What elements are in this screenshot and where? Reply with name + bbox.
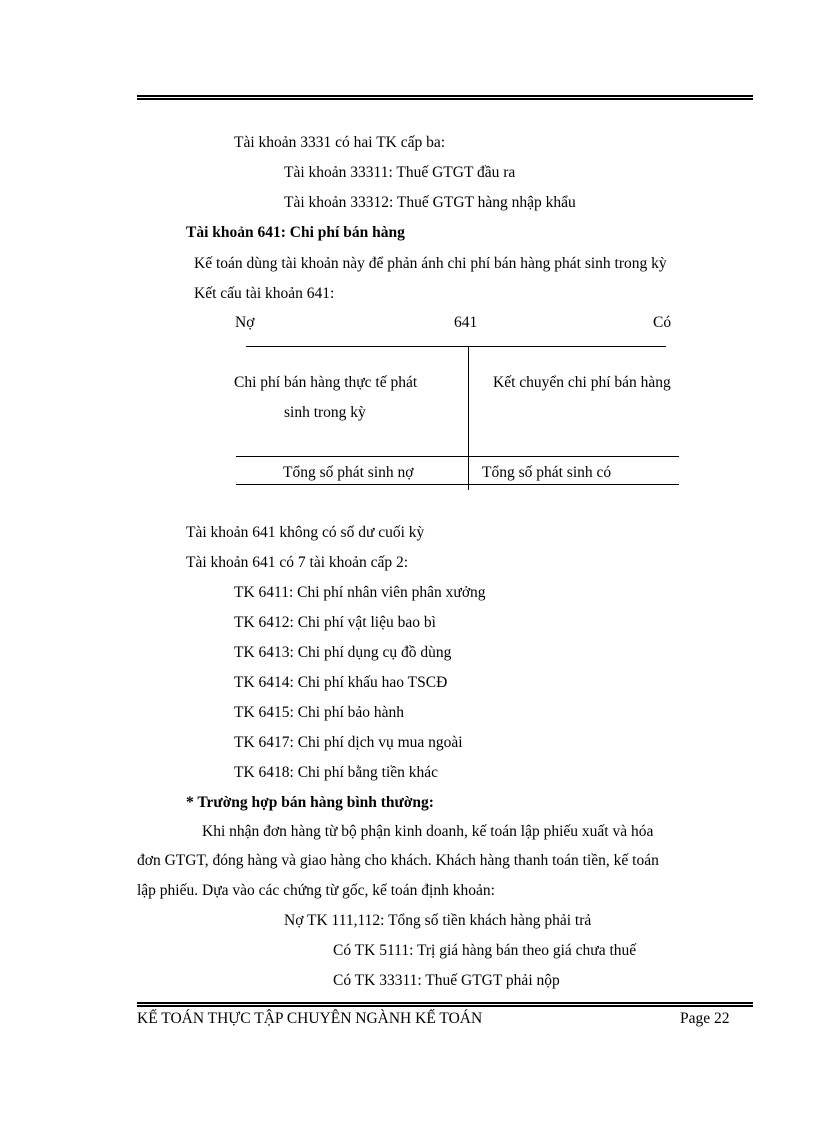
t-account-divider — [468, 346, 469, 490]
journal-entry: Có TK 33311: Thuế GTGT phải nộp — [333, 972, 560, 989]
t-account-total-bottom-line — [236, 484, 679, 485]
section-heading: * Trường hợp bán hàng bình thường: — [186, 794, 434, 811]
list-item: TK 6415: Chi phí bảo hành — [234, 704, 405, 721]
text-line: Kế toán dùng tài khoản này để phản ánh chi phí bán hàng phát sinh trong kỳ — [194, 255, 667, 272]
journal-entry: Có TK 5111: Trị giá hàng bán theo giá chưa thuế — [333, 942, 637, 959]
list-item: TK 6411: Chi phí nhân viên phân xưởng — [234, 584, 486, 601]
text-line: Tài khoản 3331 có hai TK cấp ba: — [234, 134, 446, 151]
page-number: Page 22 — [680, 1010, 730, 1027]
text-line: Tài khoản 641 có 7 tài khoản cấp 2: — [186, 554, 409, 571]
t-account-credit-entry: Kết chuyển chi phí bán hàng — [493, 374, 671, 391]
text-line: Tài khoản 641 không có số dư cuối kỳ — [186, 524, 425, 541]
text-line: Tài khoản 33312: Thuế GTGT hàng nhập khẩu — [284, 194, 576, 211]
text-line: Kết cấu tài khoản 641: — [194, 285, 335, 302]
t-account-total-top-line — [236, 456, 679, 457]
section-heading: Tài khoản 641: Chi phí bán hàng — [186, 224, 405, 241]
footer-rule — [137, 1002, 753, 1007]
t-account-top-line — [246, 346, 666, 347]
t-account-credit-label: Có — [653, 314, 672, 331]
header-rule — [137, 95, 753, 100]
list-item: TK 6414: Chi phí khấu hao TSCĐ — [234, 674, 448, 691]
t-account-number: 641 — [454, 314, 478, 331]
paragraph-line: Khi nhận đơn hàng từ bộ phận kinh doanh, kế toán lập phiếu xuất và hóa — [202, 823, 654, 840]
paragraph-line: đơn GTGT, đóng hàng và giao hàng cho khách. Khách hàng thanh toán tiền, kế toán — [137, 852, 659, 869]
t-account-debit-label: Nợ — [235, 314, 255, 331]
t-account-debit-entry: Chi phí bán hàng thực tế phát — [234, 374, 418, 391]
list-item: TK 6413: Chi phí dụng cụ đồ dùng — [234, 644, 452, 661]
journal-entry: Nợ TK 111,112: Tổng số tiền khách hàng phải trả — [284, 912, 592, 929]
list-item: TK 6417: Chi phí dịch vụ mua ngoài — [234, 734, 463, 751]
list-item: TK 6412: Chi phí vật liệu bao bì — [234, 614, 436, 631]
text-line: Tài khoản 33311: Thuế GTGT đầu ra — [284, 164, 516, 181]
t-account-debit-entry: sinh trong kỳ — [284, 404, 366, 421]
t-account-total-debit: Tổng số phát sinh nợ — [283, 464, 414, 481]
footer-title: KẾ TOÁN THỰC TẬP CHUYÊN NGÀNH KẾ TOÁN — [137, 1010, 483, 1027]
list-item: TK 6418: Chi phí bằng tiền khác — [234, 764, 439, 781]
t-account-total-credit: Tổng số phát sinh có — [482, 464, 612, 481]
paragraph-line: lập phiếu. Dựa vào các chứng từ gốc, kế toán định khoản: — [137, 882, 495, 899]
